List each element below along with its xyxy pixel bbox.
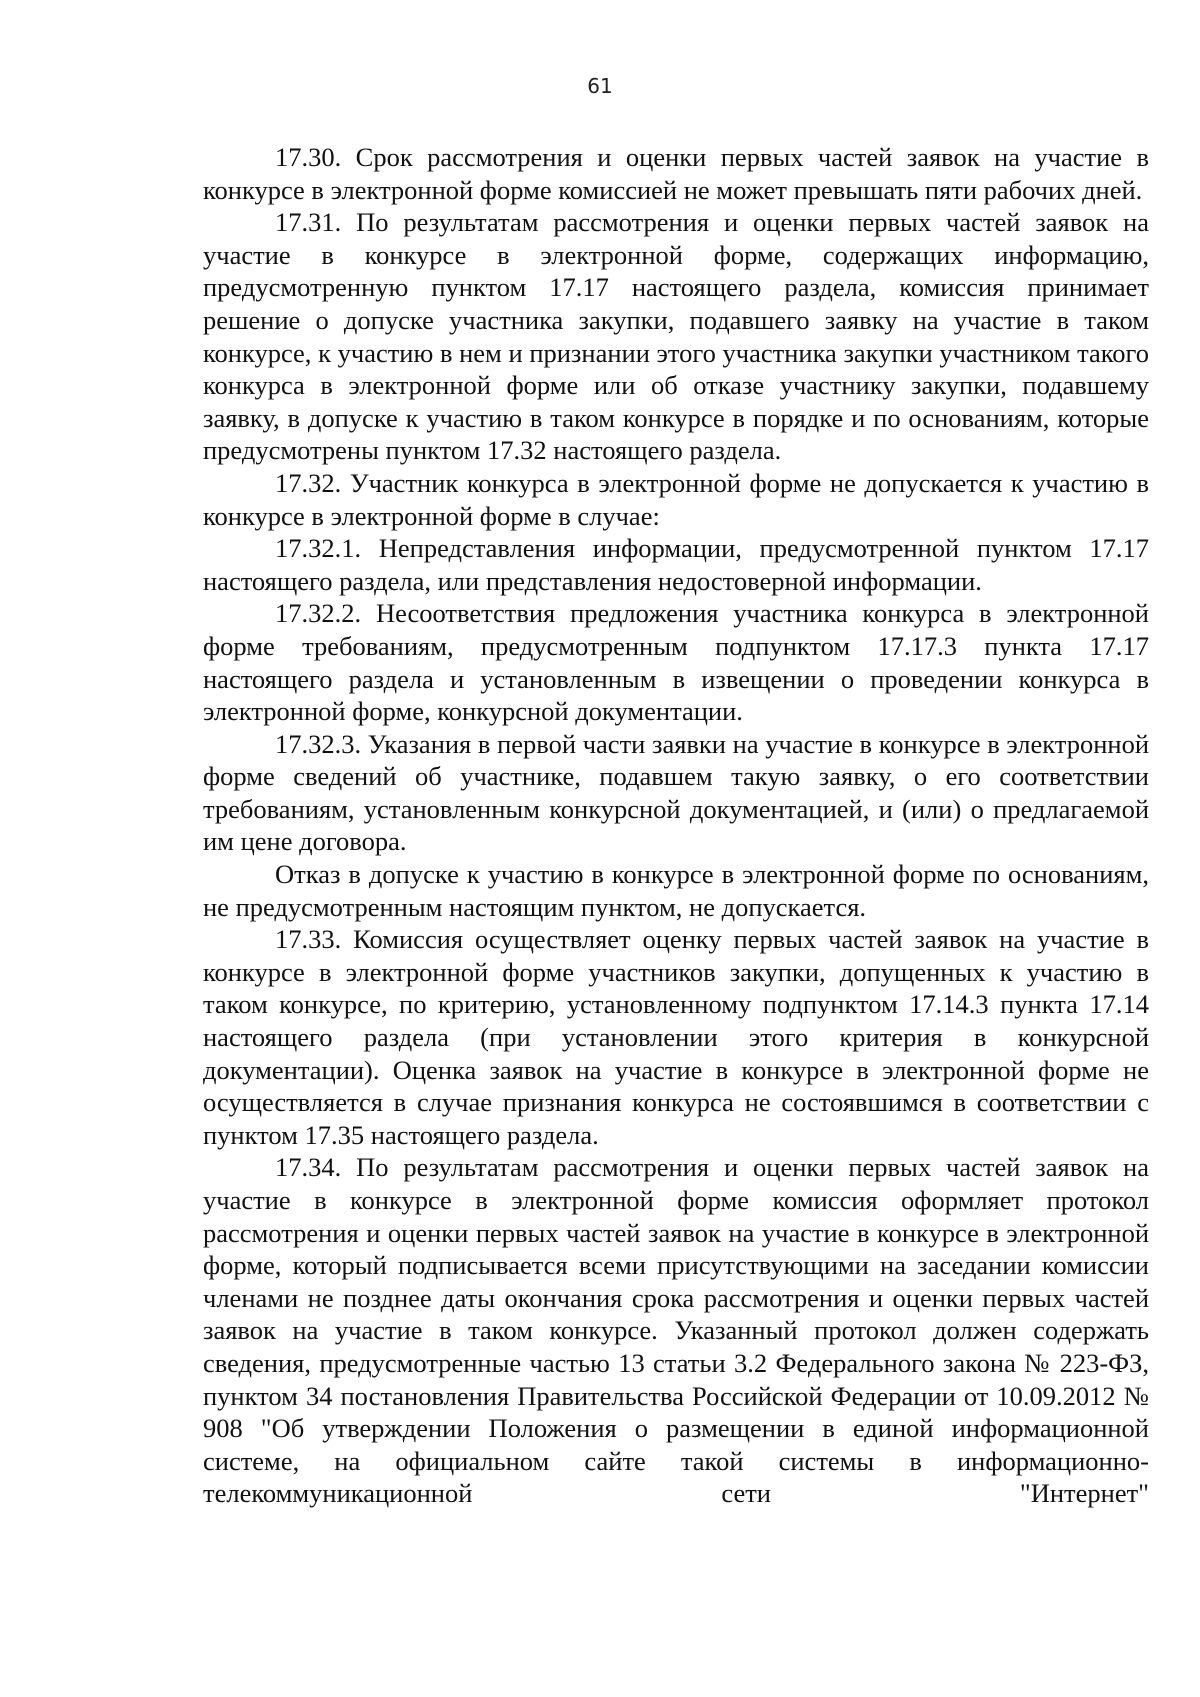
paragraph-17-30: 17.30. Срок рассмотрения и оценки первых частей заявок на участие в конкурсе в электронной форме комиссией не может превышать пяти рабочих дней. (203, 142, 1149, 205)
paragraph-17-32-1: 17.32.1. Непредставления информации, предусмотренной пунктом 17.17 настоящего раздела, или представления недостоверной информации. (203, 533, 1149, 596)
paragraph-17-32-2: 17.32.2. Несоответствия предложения участника конкурса в электронной форме требованиям, предусмотренным подпунктом 17.17.3 пункта 17.17 настоящего раздела и установленным в извещении о проведении конкурса в электронной форме, конкурсной документации. (203, 598, 1149, 727)
paragraph-17-34: 17.34. По результатам рассмотрения и оценки первых частей заявок на участие в конкурсе в электронной форме комиссия оформляет протокол рассмотрения и оценки первых частей заявок на участие в конкурсе в электронной форме, который подписывается всеми присутствующими на заседании комиссии членами не позднее даты окончания срока рассмотрения и оценки первых частей заявок на участие в таком конкурсе. Указанный протокол должен содержать сведения, предусмотренные частью 13 статьи 3.2 Федерального закона № 223-ФЗ, пунктом 34 постановления Правительства Российской Федерации от 10.09.2012 № 908 "Об утверждении Положения о размещении в единой информационной системе, на официальном сайте такой системы в информационно-телекоммуникационной сети "Интернет" (203, 1152, 1149, 1509)
paragraph-17-32: 17.32. Участник конкурса в электронной форме не допускается к участию в конкурсе в электронной форме в случае: (203, 467, 1149, 531)
paragraph-refusal-note: Отказ в допуске к участию в конкурсе в электронной форме по основаниям, не предусмотренным настоящим пунктом, не допускается. (203, 859, 1149, 922)
document-body (203, 141, 1149, 1510)
page-number: 61 (587, 74, 613, 98)
paragraph-17-31: 17.31. По результатам рассмотрения и оценки первых частей заявок на участие в конкурсе в электронной форме, содержащих информацию, предусмотренную пунктом 17.17 настоящего раздела, комиссия принимает решение о допуске участника закупки, подавшего заявку на участие в таком конкурсе, к участию в нем и признании этого участника закупки участником такого конкурса в электронной форме или об отказе участнику закупки, подавшему заявку, в допуске к участию в таком конкурсе в порядке и по основаниям, которые предусмотрены пунктом 17.32 настоящего раздела. (203, 207, 1149, 466)
paragraph-17-33: 17.33. Комиссия осуществляет оценку первых частей заявок на участие в конкурсе в электронной форме участников закупки, допущенных к участию в таком конкурсе, по критерию, установленному подпунктом 17.14.3 пункта 17.14 настоящего раздела (при установлении этого критерия в конкурсной документации). Оценка заявок на участие в конкурсе в электронной форме не осуществляется в случае признания конкурса не состоявшимся в соответствии с пунктом 17.35 настоящего раздела. (203, 924, 1149, 1150)
paragraph-17-32-3: 17.32.3. Указания в первой части заявки на участие в конкурсе в электронной форме сведений об участнике, подавшем такую заявку, о его соответствии требованиям, установленным конкурсной документацией, и (или) о предлагаемой им цене договора. (203, 728, 1149, 857)
